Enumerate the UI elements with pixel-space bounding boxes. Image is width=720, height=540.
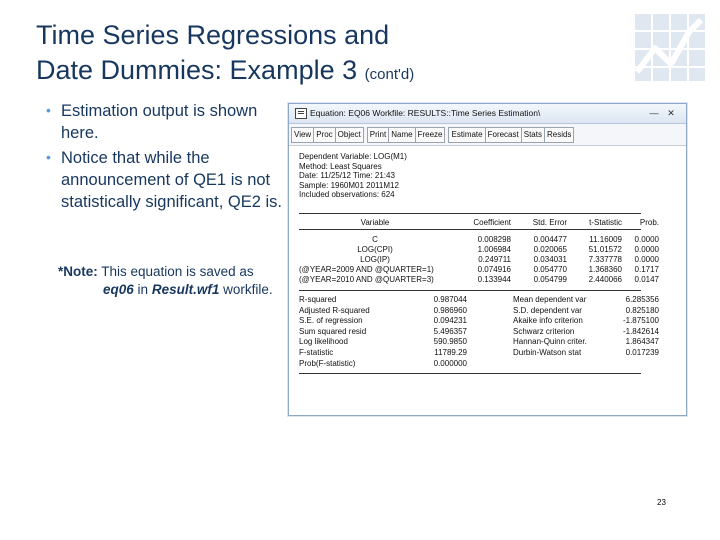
table-row: LOG(IP) 0.249711 0.034031 7.337778 0.0000: [360, 255, 659, 264]
title-line1: Time Series Regressions and: [36, 20, 390, 50]
stats-row: Sum squared resid 5.496357 Schwarz criterion -1.842614: [299, 326, 659, 336]
divider: [299, 373, 641, 374]
name-button[interactable]: Name: [388, 127, 414, 143]
divider: [299, 213, 641, 214]
stats-row: F-statistic 11789.29 Durbin-Watson stat 0.017239: [299, 347, 659, 357]
bullet-dot-icon: •: [46, 149, 51, 165]
title-suffix: (cont'd): [364, 66, 415, 83]
stats-row: S.E. of regression 0.094231 Akaike info criterion -1.875100: [299, 316, 659, 326]
proc-button[interactable]: Proc: [313, 127, 334, 143]
toolbar: [289, 124, 686, 146]
output-header: Dependent Variable: LOG(M1) Method: Least Squares Date: 11/25/12 Time: 21:43 Sample: 1960M01 2011M12 Included observations: 624: [299, 152, 407, 199]
stats-row: Adjusted R-squared 0.986960 S.D. dependent var 0.825180: [299, 305, 659, 315]
chart-logo-icon: [633, 12, 707, 83]
stats-row: Prob(F-statistic) 0.000000: [299, 358, 467, 368]
divider: [299, 290, 641, 291]
stats-row: Log likelihood 590.9850 Hannan-Quinn criter. 1.864347: [299, 337, 659, 347]
resids-button[interactable]: Resids: [544, 127, 574, 143]
note-eq: eq06: [103, 282, 134, 297]
slide-title: [36, 18, 456, 92]
window-icon: [295, 108, 307, 119]
coefficient-table: [299, 235, 659, 285]
table-row: C 0.008298 0.004477 11.16009 0.0000: [372, 235, 659, 244]
bullet-item: • Estimation output is shown here.: [46, 100, 286, 144]
note-label: *Note:: [58, 264, 98, 279]
note-file: Result.wf1: [151, 282, 220, 297]
regression-stats: [299, 295, 659, 369]
stats-button[interactable]: Stats: [521, 127, 544, 143]
forecast-button[interactable]: Forecast: [485, 127, 521, 143]
note: [58, 263, 280, 299]
note-in: in: [137, 282, 149, 297]
table-row: (@YEAR=2009 AND @QUARTER=1) 0.074916 0.054770 1.368360 0.1717: [299, 265, 659, 274]
window-titlebar[interactable]: [289, 104, 686, 124]
bullet-item: • Notice that while the announcement of QE1 is not statistically significant, QE2 is.: [46, 147, 286, 213]
divider: [299, 229, 641, 230]
note-text1: This equation is saved as: [101, 264, 254, 279]
object-button[interactable]: Object: [335, 127, 364, 143]
note-text2: workfile.: [223, 282, 273, 297]
page-number: 23: [657, 498, 666, 507]
title-line2: Date Dummies: Example 3: [36, 55, 358, 85]
table-row: LOG(CPI) 1.006984 0.020065 51.01572 0.0000: [357, 245, 659, 254]
window-title: Equation: EQ06 Workfile: RESULTS::Time Series Estimation\: [310, 108, 541, 118]
close-icon[interactable]: ✕: [667, 108, 675, 118]
table-row: (@YEAR=2010 AND @QUARTER=3) 0.133944 0.054799 2.440066 0.0147: [299, 275, 659, 284]
bullet-list: [46, 100, 286, 216]
bullet-dot-icon: •: [46, 102, 51, 118]
stats-row: R-squared 0.987044 Mean dependent var 6.285356: [299, 295, 659, 304]
freeze-button[interactable]: Freeze: [415, 127, 446, 143]
estimate-button[interactable]: Estimate: [448, 127, 484, 143]
minimize-icon[interactable]: —: [649, 108, 659, 118]
eviews-equation-window: [288, 103, 687, 416]
print-button[interactable]: Print: [367, 127, 388, 143]
view-button[interactable]: View: [291, 127, 313, 143]
column-headers: Variable Coefficient Std. Error t-Statistic Prob.: [360, 218, 659, 227]
